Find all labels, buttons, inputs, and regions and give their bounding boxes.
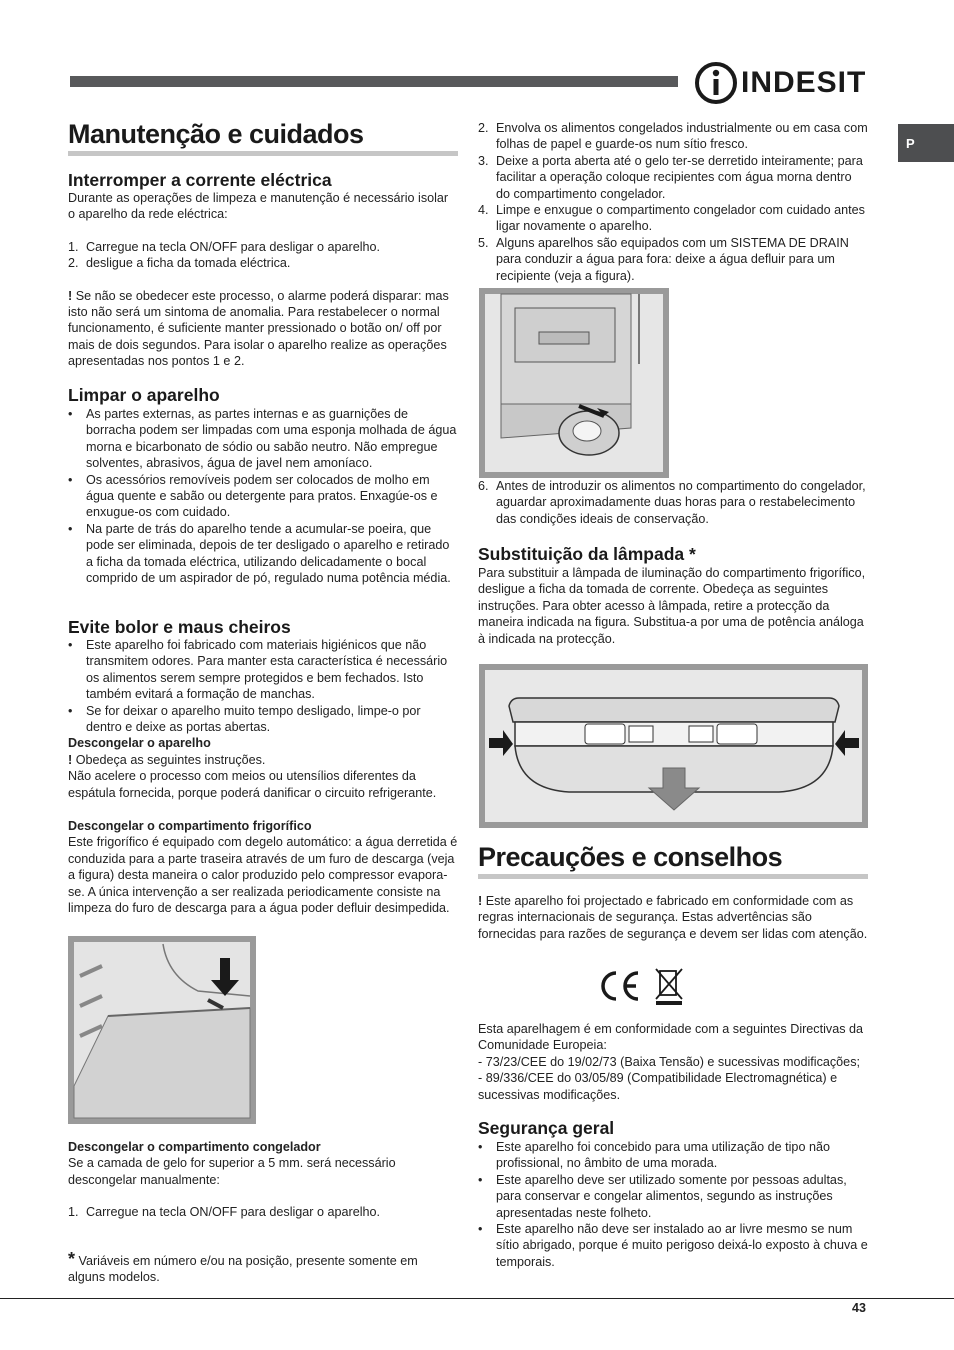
power-intro: Durante as operações de limpeza e manutenção é necessário isolar o aparelho da rede eléctrica: [68, 191, 449, 222]
heading-safety: Segurança geral [478, 1118, 615, 1138]
list-item: 2. desligue a ficha da tomada eléctrica. [68, 256, 291, 271]
directives-intro: Esta aparelhagem é em conformidade com a seguintes Directivas da Comunidade Europeia: [478, 1022, 864, 1053]
section-title-precautions: Precauções e conselhos [478, 842, 868, 879]
precautions-intro: ! Este aparelho foi projectado e fabricado em conformidade com as regras internacionais de segurança. Estas advertências são fornecidas para razões de segurança e devem ser lidas com atenção. [478, 894, 868, 941]
mould-block [68, 637, 458, 801]
list-item: 6. Antes de introduzir os alimentos no compartimento do congelador, aguardar aproximadamente duas horas para o restabelecimento das condições ideais de conservação. [478, 479, 866, 526]
heading-lamp: Substituição da lâmpada * [478, 544, 696, 564]
freezer-defrost-block [68, 1139, 458, 1221]
footnote: * Variáveis em número e/ou na posição, presente somente em alguns modelos. [68, 1249, 418, 1285]
list-item: 2. Envolva os alimentos congelados industrialmente ou em casa com folhas de papel e guarde-os num sítio fresco. [478, 121, 868, 152]
fridge-defrost-text: Este frigorífico é equipado com degelo automático: a água derretida é conduzida para a parte traseira através de um furo de descarga (veja a figura) desta maneira o calor produzido pelo compressor evapora-se. A única intervenção a ser realizada periodicamente consiste na limpeza do furo de descarga para a água poder defluir desimpedida. [68, 835, 458, 916]
defrost-steps-continued [478, 120, 868, 284]
lamp-cover-figure [479, 664, 868, 828]
list-item: 1. Carregue na tecla ON/OFF para desligar o aparelho. [68, 1205, 381, 1220]
ce-weee-marks [594, 965, 694, 1005]
section-title-maintenance: Manutenção e cuidados [68, 119, 458, 156]
safety-list [478, 1139, 868, 1270]
freezer-defrost-subheading: Descongelar o compartimento congelador [68, 1140, 321, 1154]
list-item: 4. Limpe e enxugue o compartimento congelador com cuidado antes ligar novamente o aparelho. [478, 203, 865, 234]
power-block [68, 190, 458, 370]
directives-block [478, 1021, 868, 1103]
list-item: • As partes externas, as partes internas e as guarnições de borracha podem ser limpadas com uma esponja molhada de água morna e bicarbonato de sódio ou sabão neutro. Não empregue solventes, abrasivos, água de javel nem amoníaco. [68, 407, 457, 471]
defrost-warning: ! Obedeça as seguintes instruções. [68, 752, 266, 767]
list-item: 3. Deixe a porta aberta até o gelo ter-se derretido inteiramente; para facilitar a operação coloque recipientes com água morna dentro do compartimento congelador. [478, 153, 863, 201]
heading-cleaning: Limpar o aparelho [68, 385, 220, 405]
list-item: • Este aparelho deve ser utilizado somente por pessoas adultas, para conservar e congelar alimentos, segundo as instruções apresentadas neste folheto. [478, 1172, 847, 1220]
heading-mould: Evite bolor e maus cheiros [68, 617, 291, 637]
power-warning: ! Se não se obedecer este processo, o alarme poderá disparar: mas isto não será um sintoma de anomalia. Para restabelecer o normal funcionamento, é suficiente manter pressionado o botão on/ off por mais de dois segundos. Para isolar o aparelho realize as operações apresentadas nos pontos 1 e 2. [68, 288, 449, 369]
step-six [478, 478, 868, 527]
freezer-steps [68, 1204, 458, 1220]
list-item: • Este aparelho não deve ser instalado ao ar livre mesmo se num sítio abrigado, porque é muito perigoso deixá-lo exposto à chuva e temporais. [478, 1222, 868, 1269]
heading-power: Interromper a corrente eléctrica [68, 170, 332, 190]
language-tab: P [898, 124, 954, 162]
freezer-defrost-text: Se a camada de gelo for superior a 5 mm. será necessário descongelar manualmente: [68, 1156, 396, 1187]
directive-2: - 89/336/CEE do 03/05/89 (Compatibilidade Electromagnética) e sucessivas modificações. [478, 1071, 838, 1102]
indesit-logo [695, 60, 870, 106]
defrost-subheading: Descongelar o aparelho [68, 736, 211, 751]
page-number: 43 [852, 1301, 866, 1315]
drain-hole-figure [68, 936, 256, 1124]
list-item: 1. Carregue na tecla ON/OFF para desligar o aparelho. [68, 239, 381, 254]
list-item: • Na parte de trás do aparelho tende a acumular-se poeira, que pode ser eliminada, depois de ter desligado o aparelho e retirado a ficha da tomada eléctrica, utilizando delicadamente o bocal comprido de um aspirador de pó, regulado numa potência média. [68, 521, 451, 586]
brand-wordmark: INDESIT [741, 66, 867, 99]
list-item: • Este aparelho foi fabricado com materiais higiénicos que não transmitem odores. Para manter esta característica é necessário os alimentos serem sempre protegidos e bem fechados. Isto também evitará a formação de manchas. [68, 638, 448, 702]
list-item: • Este aparelho foi concebido para uma utilização de tipo não profissional, no âmbito de uma morada. [478, 1140, 830, 1171]
footer-rule [0, 1298, 954, 1299]
lamp-text: Para substituir a lâmpada de iluminação do compartimento frigorífico, desligue a ficha da tomada de corrente. Obedeça as seguintes instruções. Para obter acesso à lâmpada, retire a protecção da maneira indicada na figura. Substitua-a por uma de potência análoga à indicada na protecção. [478, 566, 866, 646]
header-bar [70, 76, 678, 87]
list-item: • Se for deixar o aparelho muito tempo desligado, limpe-o por dentro e deixe as portas abertas. [68, 703, 421, 735]
list-item: • Os acessórios removíveis podem ser colocados de molho em água quente e sabão ou detergente para pratos. Enxagúe-os e enxugue-os com cuidado. [68, 472, 438, 520]
defrost-warning-text: Não acelere o processo com meios ou utensílios diferentes da espátula fornecida, porque poderá danificar o circuito refrigerante. [68, 769, 437, 800]
mould-list [68, 637, 458, 735]
list-item: 5. Alguns aparelhos são equipados com um SISTEMA DE DRAIN para conduzir a água para fora: deixe a água defluir para um recipiente (veja a figura). [478, 235, 849, 283]
drain-system-figure [479, 288, 669, 478]
directive-1: - 73/23/CEE do 19/02/73 (Baixa Tensão) e sucessivas modificações; [478, 1054, 860, 1069]
cleaning-list [68, 406, 458, 586]
power-steps [68, 239, 458, 272]
fridge-defrost-subheading: Descongelar o compartimento frigorífico [68, 819, 312, 833]
fridge-defrost-block [68, 818, 458, 916]
